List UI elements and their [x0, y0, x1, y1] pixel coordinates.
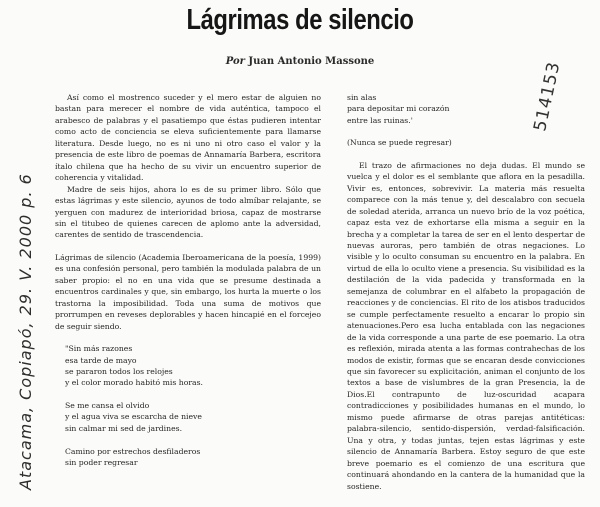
right-column [347, 59, 585, 492]
poem-line [65, 434, 321, 445]
article-title: Lágrimas de silencio [186, 4, 414, 36]
paragraph: Madre de seis hijos, ahora lo es de su primer libro. Sólo que estas lágrimas y este silencio, ayunos de todo almíbar relajante, se yerguen con madurez de interioridad briosa, capaz de mostrarse sin el titubeo de quienes carecen de aplomo ante la adversidad, carentes de sentido de trascendencia. [55, 184, 321, 240]
poem-line: se pararon todos los relojes [65, 366, 173, 376]
paragraph: El trazo de afirmaciones no deja dudas. El mundo se vuelca y el dolor es el semblante que aflora en la pesadilla. Vivir es, entonces, sobrevivir. La materia más resuelta comparece con la más tenue y, del descalabro con secuela de soledad aterida, arranca un nuevo brío de la voz poética, capaz esta vez de exhortarse ella misma a seguir en la brecha y a completar la tarea de ser en el lento despertar de nuevas auroras, pero también de otras negaciones. Lo visible y lo oculto consuman su encuentro en la palabra. En virtud de ella lo oculto viene a presencia. Su visibilidad es la destilación de la vida padecida y transformada en la semejanza de columbrar en el alfabeto la propagación de reacciones y de conciencias. El rito de los atisbos traducidos se cumple perfectamente resuelto a encarar lo propio sin atenuaciones.Pero esa lucha entablada con las negaciones de la vida corresponde a una parte de ese poemario. La otra es reflexión, mirada atenta a las formas contrahechas de los modos de existir, formas que se encaran desde convicciones que sin favorecer su explicitación, animan el conjunto de los textos a base de vislumbres de la gran Presencia, la de Dios.El contrapunto de luz-oscuridad acapara contradicciones y posibilidades humanas en el mundo, lo mismo puede afirmarse de otras parejas antitéticas: palabra-silencio, sentido-dispersión, verdad-falsificación. Una y otra, y todas juntas, tejen estas lágrimas y este silencio de Annamaría Barbera. Estoy seguro de que este breve poemario es el comienzo de una escritura que continuará ahondando en la cantera de la humanidad que la sostiene. [347, 160, 585, 491]
margin-handwriting: Atacama, Copiapó, 29. V. 2000 p. 6 [16, 173, 35, 490]
poem-line: "Sin más razones [65, 344, 133, 354]
poem-line: para depositar mi corazón [347, 104, 450, 114]
poem-line: Se me cansa el olvido [65, 400, 150, 410]
paragraph: Lágrimas de silencio (Academia Iberoamericana de la poesía, 1999) es una confesión personal, pero también la modulada palabra de un saber propio: el no en una vida que se presume destinada a encuentros cardinales y que, sin embargo, los hurta la muerte o los trastorna la imposibilidad. Toda una suma de motivos que prorrumpen en reveses deplorables y hacen hincapié en el forcejeo de seguir siendo. [55, 252, 321, 331]
poem-line: entre las ruinas.' [347, 115, 413, 125]
poem-stanza [65, 400, 321, 446]
left-column [55, 92, 321, 469]
poem-line: sin calmar mi sed de jardines. [65, 423, 183, 433]
poem-line: sin poder regresar [65, 458, 138, 468]
poem-line: y el agua viva se escarcha de nieve [65, 412, 202, 422]
poem-line: Camino por estrechos desfiladeros [65, 446, 201, 456]
catalog-number: 514153 [530, 59, 565, 134]
poem-title: (Nunca se puede regresar) [347, 138, 452, 148]
poem-line: sin alas [347, 93, 377, 102]
byline-prefix: Por [225, 56, 245, 67]
author-name: Juan Antonio Massone [248, 56, 375, 67]
paragraph: Así como el mostrenco suceder y el mero estar de alguien no bastan para merecer el nombre de vida auténtica, tampoco el arabesco de palabras y el pasatiempo que éstas pudieren intentar como acto de conciencia se eleva suficientemente para llamarse literatura. Desde luego, no es ni uno ni otro caso el valor y la presencia de este libro de poemas de Annamaría Barbera, escritora ítalo chilena que ha hecho de su vivir un encuentro superior de coherencia y vitalidad. [55, 93, 321, 183]
poem-line: esa tarde de mayo [65, 355, 137, 365]
poem-line: y el color morado habitó mis horas. [65, 378, 203, 388]
article-byline [0, 56, 600, 67]
poem-stanza [65, 446, 321, 469]
poem-stanza [65, 343, 321, 389]
